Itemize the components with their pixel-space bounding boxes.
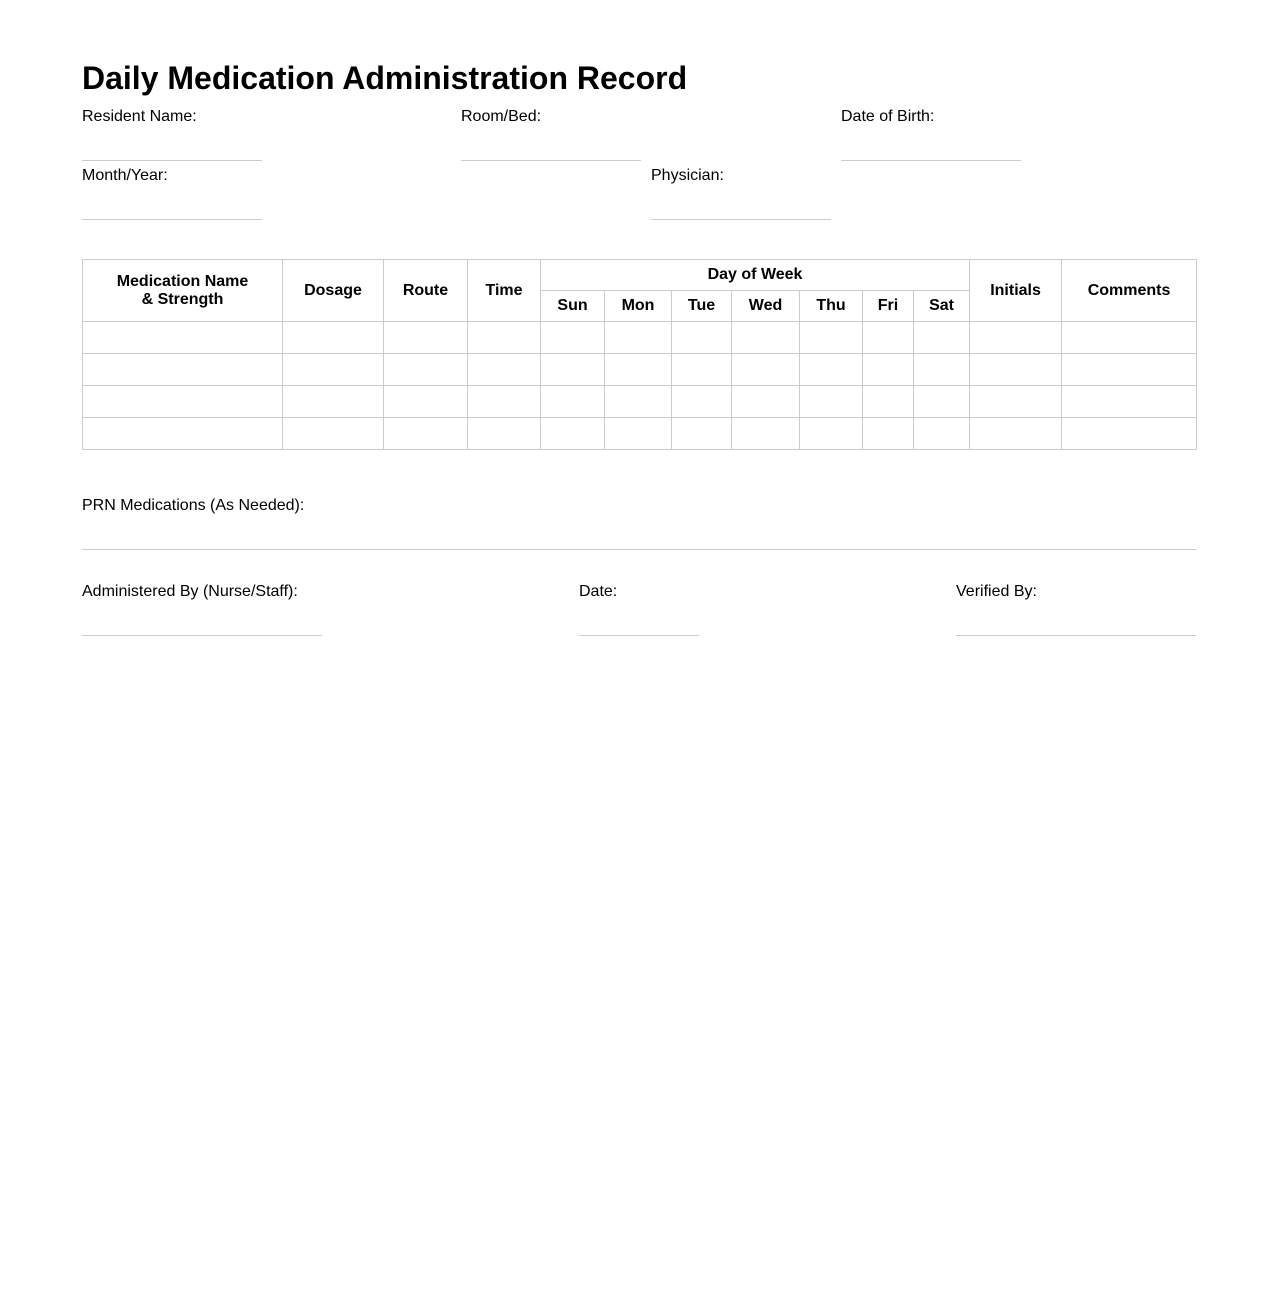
medication-cell[interactable] [83, 386, 283, 418]
column-header-route: Route [384, 260, 468, 322]
fri-cell[interactable] [863, 418, 914, 450]
tue-cell[interactable] [672, 354, 732, 386]
thu-cell[interactable] [800, 386, 863, 418]
prn-medications-input[interactable] [82, 527, 1196, 550]
column-header-time: Time [468, 260, 541, 322]
fri-cell[interactable] [863, 322, 914, 354]
table-row [83, 418, 1197, 450]
time-cell[interactable] [468, 354, 541, 386]
table-row [83, 322, 1197, 354]
dosage-cell[interactable] [283, 322, 384, 354]
verified-by-label: Verified By: [956, 583, 1037, 600]
mon-cell[interactable] [605, 418, 672, 450]
medication-cell[interactable] [83, 354, 283, 386]
time-cell[interactable] [468, 418, 541, 450]
column-header-comments: Comments [1062, 260, 1197, 322]
month-year-input[interactable] [82, 197, 262, 220]
date-of-birth-input[interactable] [841, 138, 1021, 161]
route-cell[interactable] [384, 354, 468, 386]
sat-cell[interactable] [914, 386, 970, 418]
column-header-tue: Tue [672, 291, 732, 322]
mon-cell[interactable] [605, 386, 672, 418]
time-cell[interactable] [468, 322, 541, 354]
resident-name-label: Resident Name: [82, 108, 197, 125]
wed-cell[interactable] [732, 386, 800, 418]
fri-cell[interactable] [863, 386, 914, 418]
thu-cell[interactable] [800, 418, 863, 450]
room-bed-label: Room/Bed: [461, 108, 542, 125]
sun-cell[interactable] [541, 354, 605, 386]
wed-cell[interactable] [732, 354, 800, 386]
signature-date-label: Date: [579, 583, 618, 600]
mon-cell[interactable] [605, 354, 672, 386]
time-cell[interactable] [468, 386, 541, 418]
wed-cell[interactable] [732, 322, 800, 354]
signature-date-field [579, 583, 699, 636]
column-header-wed: Wed [732, 291, 800, 322]
administered-by-field [82, 583, 322, 636]
comments-cell[interactable] [1062, 322, 1197, 354]
medication-header-line2: & Strength [141, 290, 224, 308]
administered-by-label: Administered By (Nurse/Staff): [82, 583, 298, 600]
physician-input[interactable] [651, 197, 831, 220]
administered-by-input[interactable] [82, 613, 322, 636]
column-header-sat: Sat [914, 291, 970, 322]
table-row [83, 386, 1197, 418]
mon-cell[interactable] [605, 322, 672, 354]
sun-cell[interactable] [541, 386, 605, 418]
month-year-label: Month/Year: [82, 167, 168, 184]
comments-cell[interactable] [1062, 354, 1197, 386]
prn-medications-label: PRN Medications (As Needed): [82, 497, 305, 514]
prn-medications-field [82, 497, 1196, 550]
resident-name-input[interactable] [82, 138, 262, 161]
column-header-medication [83, 260, 283, 322]
comments-cell[interactable] [1062, 386, 1197, 418]
physician-field [651, 167, 831, 220]
date-of-birth-field [841, 108, 1021, 161]
tue-cell[interactable] [672, 386, 732, 418]
thu-cell[interactable] [800, 322, 863, 354]
date-of-birth-label: Date of Birth: [841, 108, 935, 125]
sun-cell[interactable] [541, 418, 605, 450]
fri-cell[interactable] [863, 354, 914, 386]
initials-cell[interactable] [970, 354, 1062, 386]
signature-date-input[interactable] [579, 613, 699, 636]
month-year-field [82, 167, 262, 220]
column-header-dosage: Dosage [283, 260, 384, 322]
column-header-sun: Sun [541, 291, 605, 322]
comments-cell[interactable] [1062, 418, 1197, 450]
column-header-day-of-week: Day of Week [541, 260, 970, 291]
resident-name-field [82, 108, 262, 161]
verified-by-input[interactable] [956, 613, 1196, 636]
sat-cell[interactable] [914, 354, 970, 386]
column-header-mon: Mon [605, 291, 672, 322]
wed-cell[interactable] [732, 418, 800, 450]
route-cell[interactable] [384, 418, 468, 450]
initials-cell[interactable] [970, 386, 1062, 418]
tue-cell[interactable] [672, 418, 732, 450]
medication-table [82, 259, 1197, 450]
table-row [83, 354, 1197, 386]
dosage-cell[interactable] [283, 418, 384, 450]
dosage-cell[interactable] [283, 354, 384, 386]
medication-table-body [83, 322, 1197, 450]
route-cell[interactable] [384, 322, 468, 354]
room-bed-field [461, 108, 641, 161]
dosage-cell[interactable] [283, 386, 384, 418]
initials-cell[interactable] [970, 322, 1062, 354]
page-title: Daily Medication Administration Record [82, 60, 688, 96]
sat-cell[interactable] [914, 418, 970, 450]
verified-by-field [956, 583, 1196, 636]
thu-cell[interactable] [800, 354, 863, 386]
medication-cell[interactable] [83, 418, 283, 450]
column-header-initials: Initials [970, 260, 1062, 322]
route-cell[interactable] [384, 386, 468, 418]
sun-cell[interactable] [541, 322, 605, 354]
room-bed-input[interactable] [461, 138, 641, 161]
tue-cell[interactable] [672, 322, 732, 354]
initials-cell[interactable] [970, 418, 1062, 450]
physician-label: Physician: [651, 167, 724, 184]
column-header-thu: Thu [800, 291, 863, 322]
sat-cell[interactable] [914, 322, 970, 354]
medication-cell[interactable] [83, 322, 283, 354]
medication-header-line1: Medication Name [116, 272, 249, 290]
column-header-fri: Fri [863, 291, 914, 322]
